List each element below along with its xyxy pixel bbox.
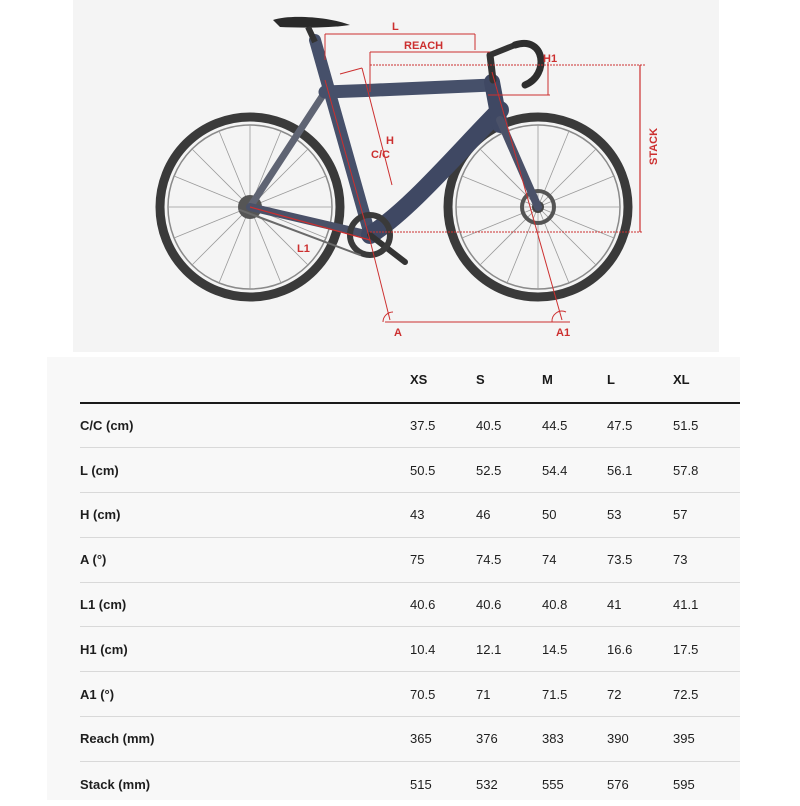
table-cell: 74 [542, 537, 607, 582]
table-cell: 54.4 [542, 448, 607, 493]
table-cell: 383 [542, 717, 607, 762]
table-cell: 40.5 [476, 418, 502, 434]
table-cell: 37.5 [410, 418, 436, 434]
label-cc: C/C [371, 149, 390, 161]
column-header: XL [673, 357, 740, 403]
bike-geometry-diagram [73, 0, 719, 352]
label-l1: L1 [297, 243, 310, 255]
table-cell: 395 [673, 717, 740, 762]
row-label: C/C (cm) [80, 418, 134, 434]
table-cell: 51.5 [673, 418, 699, 434]
table-row [80, 448, 740, 493]
table-cell: 47.5 [607, 418, 633, 434]
table-cell: 74.5 [476, 537, 542, 582]
geometry-table [80, 357, 740, 806]
bike-illustration [73, 0, 719, 352]
table-cell: 72.5 [673, 672, 740, 717]
label-a: A [394, 327, 402, 339]
table-cell: 71 [476, 672, 542, 717]
frame [240, 40, 541, 262]
table-row [80, 537, 740, 582]
saddle [273, 17, 350, 28]
row-label: L1 (cm) [80, 582, 410, 627]
table-cell: 50 [542, 493, 607, 538]
table-cell: 40.6 [476, 582, 542, 627]
table-row [80, 717, 740, 762]
row-label: H (cm) [80, 493, 410, 538]
table-cell: 376 [476, 717, 542, 762]
table-row [80, 761, 740, 806]
label-a1: A1 [556, 327, 571, 339]
table-cell: 390 [607, 717, 673, 762]
label-stack: STACK [648, 127, 660, 165]
table-row [80, 403, 740, 448]
table-cell: 40.8 [542, 582, 607, 627]
table-cell: 12.1 [476, 627, 542, 672]
table-cell: 515 [410, 761, 476, 806]
label-h1: H1 [543, 53, 558, 65]
table-cell: 44.5 [542, 418, 568, 434]
geometry-table-panel [47, 357, 740, 800]
header-empty [80, 357, 410, 403]
column-header: M [542, 357, 607, 403]
table-cell: 73.5 [607, 537, 673, 582]
table-cell: 43 [410, 493, 476, 538]
label-l: L [392, 21, 399, 33]
row-label: A1 (°) [80, 672, 410, 717]
column-header: S [476, 357, 542, 403]
table-cell: 71.5 [542, 672, 607, 717]
table-cell: 14.5 [542, 627, 607, 672]
table-cell: 52.5 [476, 448, 542, 493]
table-cell: 10.4 [410, 627, 476, 672]
table-cell: 57.8 [673, 448, 740, 493]
column-header: L [607, 357, 673, 403]
column-header: XS [410, 357, 476, 403]
table-cell: 72 [607, 672, 673, 717]
table-cell: 53 [607, 493, 673, 538]
table-header-row [80, 357, 740, 403]
table-cell: 70.5 [410, 672, 476, 717]
table-cell: 17.5 [673, 627, 740, 672]
row-label: Stack (mm) [80, 761, 410, 806]
table-cell: 16.6 [607, 627, 673, 672]
row-label: H1 (cm) [80, 627, 410, 672]
table-cell: 576 [607, 761, 673, 806]
table-cell: 46 [476, 493, 542, 538]
table-cell: 75 [410, 537, 476, 582]
table-cell: 532 [476, 761, 542, 806]
table-cell: 56.1 [607, 448, 673, 493]
table-cell: 555 [542, 761, 607, 806]
table-cell: 595 [673, 761, 740, 806]
table-cell: 57 [673, 493, 740, 538]
label-h: H [386, 135, 394, 147]
row-label: L (cm) [80, 448, 410, 493]
row-label: Reach (mm) [80, 717, 410, 762]
table-row [80, 627, 740, 672]
table-cell: 50.5 [410, 448, 476, 493]
table-cell: 41.1 [673, 582, 740, 627]
row-label: A (°) [80, 537, 410, 582]
label-reach: REACH [404, 40, 444, 52]
table-cell: 41 [607, 582, 673, 627]
table-cell: 365 [410, 717, 476, 762]
table-cell: 40.6 [410, 582, 476, 627]
table-row [80, 672, 740, 717]
table-cell: 73 [673, 537, 740, 582]
table-row [80, 582, 740, 627]
table-row [80, 493, 740, 538]
